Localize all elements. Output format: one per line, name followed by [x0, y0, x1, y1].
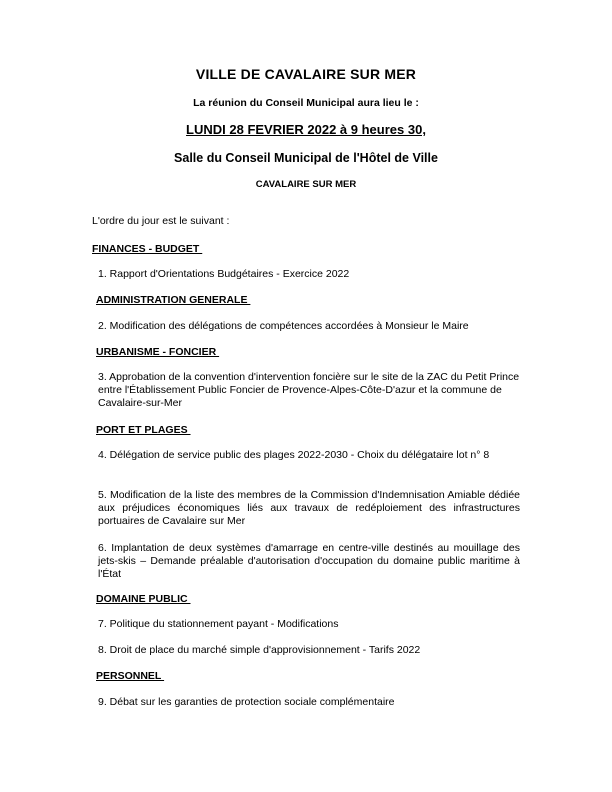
meeting-place: Salle du Conseil Municipal de l'Hôtel de Ville	[174, 151, 438, 165]
section-title-administration: ADMINISTRATION GENERALE	[96, 294, 251, 306]
section-title-personnel: PERSONNEL	[96, 670, 165, 682]
meeting-city: CAVALAIRE SUR MER	[255, 179, 357, 190]
agenda-item-1: 1. Rapport d'Orientations Budgétaires - Exercice 2022	[98, 268, 350, 280]
meeting-intro: La réunion du Conseil Municipal aura lieu le :	[193, 97, 419, 109]
page-title: VILLE DE CAVALAIRE SUR MER	[195, 66, 417, 82]
agenda-item-5: 5. Modification de la liste des membres de la Commission d'Indemnisation Amiable dédiée aux préjudices économiques liés aux travaux de redéploiement des infrastructures portuaires de Cavalaire sur Mer	[98, 489, 520, 527]
section-title-domaine: DOMAINE PUBLIC	[96, 593, 191, 605]
section-title-port: PORT ET PLAGES	[96, 424, 191, 436]
meeting-date: LUNDI 28 FEVRIER 2022 à 9 heures 30,	[186, 122, 426, 137]
agenda-item-8: 8. Droit de place du marché simple d'approvisionnement - Tarifs 2022	[98, 644, 421, 656]
agenda-item-4: 4. Délégation de service public des plages 2022-2030 - Choix du délégataire lot n° 8	[98, 449, 490, 461]
agenda-item-6: 6. Implantation de deux systèmes d'amarrage en centre-ville destinés au mouillage des jets-skis – Demande préalable d'autorisation d'occupation du domaine public maritime à l'État	[98, 542, 520, 580]
agenda-item-9: 9. Débat sur les garanties de protection sociale complémentaire	[98, 696, 395, 708]
agenda-intro: L'ordre du jour est le suivant :	[92, 215, 230, 227]
agenda-item-7: 7. Politique du stationnement payant - Modifications	[98, 618, 339, 630]
agenda-item-3: 3. Approbation de la convention d'intervention foncière sur le site de la ZAC du Petit Prince entre l'Établissement Public Foncier de Provence-Alpes-Côte-D'azur et la commune de Cavalaire-sur-Mer	[98, 371, 520, 409]
section-title-urbanisme: URBANISME - FONCIER	[96, 346, 220, 358]
agenda-item-2: 2. Modification des délégations de compétences accordées à Monsieur le Maire	[98, 320, 469, 332]
section-title-finances: FINANCES - BUDGET	[92, 243, 203, 255]
